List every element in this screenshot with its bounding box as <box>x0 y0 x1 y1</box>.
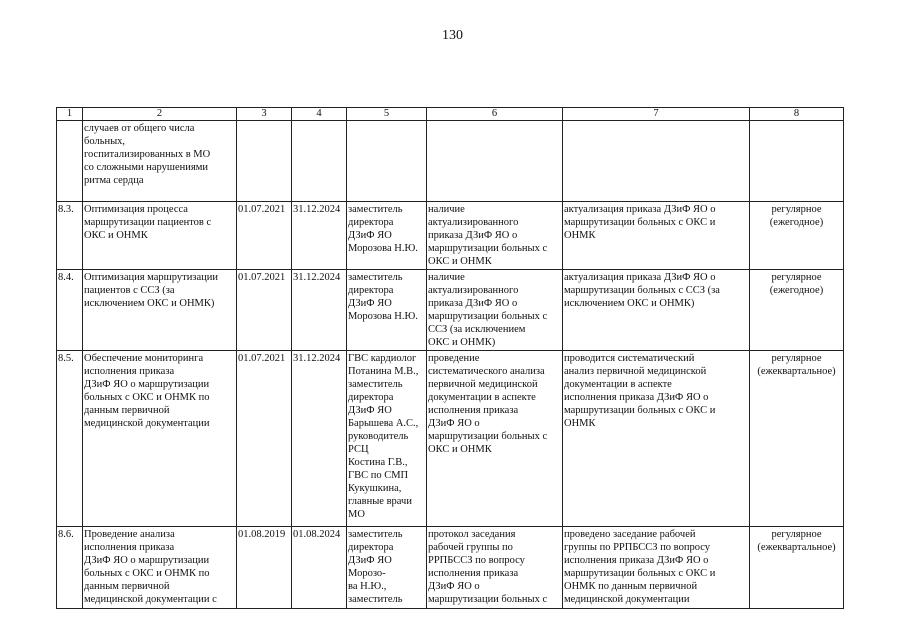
periodicity: регулярное (ежегодное) <box>769 204 824 228</box>
responsible: заместитель директора ДЗиФ ЯО Морозова Н.Ю. <box>348 272 418 322</box>
periodicity: регулярное (ежеквартальное) <box>757 529 836 553</box>
row-number: 8.5. <box>58 353 74 364</box>
responsible: ГВС кардиолог Потанина М.В., заместитель директора ДЗиФ ЯО Барышева А.С., руководитель РСЦ Костина Г.В., ГВС по СМП Кукушкина, главные врачи МО <box>348 353 419 520</box>
measure-title: Оптимизация маршрутизации пациентов с ССЗ (за исключением ОКС и ОНМК) <box>84 272 218 309</box>
end-date: 31.12.2024 <box>293 353 341 364</box>
header-row <box>57 108 844 121</box>
header-col-1: 1 <box>57 108 83 121</box>
row-number: 8.6. <box>58 529 74 540</box>
start-date: 01.07.2021 <box>238 272 286 283</box>
header-col-7: 7 <box>563 108 750 121</box>
result: актуализация приказа ДЗиФ ЯО о маршрутизации больных с ОКС и ОНМК <box>564 204 716 241</box>
start-date: 01.08.2019 <box>238 529 286 540</box>
table-row <box>57 202 844 270</box>
indicator: проведение систематического анализа первичной медицинской документации в аспекте исполнения приказа ДЗиФ ЯО о маршрутизации больных с ОКС и ОНМК <box>428 353 548 455</box>
header-col-2: 2 <box>83 108 237 121</box>
start-date: 01.07.2021 <box>238 353 286 364</box>
measure-title: Проведение анализа исполнения приказа ДЗиФ ЯО о маршрутизации больных с ОКС и ОНМК по данным первичной медицинской документации с <box>84 529 217 605</box>
table-row <box>57 351 844 527</box>
plan-table <box>56 107 844 609</box>
header-col-8: 8 <box>750 108 844 121</box>
measure-title: Оптимизация процесса маршрутизации пациентов с ОКС и ОНМК <box>84 204 212 241</box>
start-date: 01.07.2021 <box>238 204 286 215</box>
table-row <box>57 270 844 351</box>
periodicity: регулярное (ежегодное) <box>769 272 824 296</box>
responsible: заместитель директора ДЗиФ ЯО Морозова Н.Ю. <box>348 204 418 254</box>
header-col-5: 5 <box>347 108 427 121</box>
table-row <box>57 527 844 609</box>
periodicity: регулярное (ежеквартальное) <box>757 353 836 377</box>
indicator: наличие актуализированного приказа ДЗиФ ЯО о маршрутизации больных с ОКС и ОНМК <box>428 204 548 267</box>
indicator: наличие актуализированного приказа ДЗиФ ЯО о маршрутизации больных с ССЗ (за исключением ОКС и ОНМК) <box>428 272 548 348</box>
result: проводится систематический анализ первичной медицинской документации в аспекте исполнения приказа ДЗиФ ЯО о маршрутизации больных с ОКС и ОНМК <box>564 353 716 429</box>
result: актуализация приказа ДЗиФ ЯО о маршрутизации больных с ССЗ (за исключением ОКС и ОНМК) <box>564 272 720 309</box>
header-col-3: 3 <box>237 108 292 121</box>
row-number: 8.3. <box>58 204 74 215</box>
indicator: протокол заседания рабочей группы по РРПБССЗ по вопросу исполнения приказа ДЗиФ ЯО о маршрутизации больных с <box>428 529 548 605</box>
end-date: 01.08.2024 <box>293 529 341 540</box>
header-col-6: 6 <box>427 108 563 121</box>
header-col-4: 4 <box>292 108 347 121</box>
end-date: 31.12.2024 <box>293 204 341 215</box>
end-date: 31.12.2024 <box>293 272 341 283</box>
continuation-row <box>57 121 844 202</box>
continued-text: случаев от общего числа больных, госпитализированных в МО со сложными нарушениями ритма сердца <box>84 123 211 186</box>
result: проведено заседание рабочей группы по РРПБССЗ по вопросу исполнения приказа ДЗиФ ЯО о маршрутизации больных с ОКС и ОНМК по данным первичной медицинской документации <box>564 529 716 605</box>
row-number: 8.4. <box>58 272 74 283</box>
measure-title: Обеспечение мониторинга исполнения приказа ДЗиФ ЯО о маршрутизации больных с ОКС и ОНМК по данным первичной медицинской документации <box>84 353 210 429</box>
responsible: заместитель директора ДЗиФ ЯО Морозо- ва Н.Ю., заместитель <box>348 529 403 605</box>
page-number: 130 <box>442 28 463 43</box>
